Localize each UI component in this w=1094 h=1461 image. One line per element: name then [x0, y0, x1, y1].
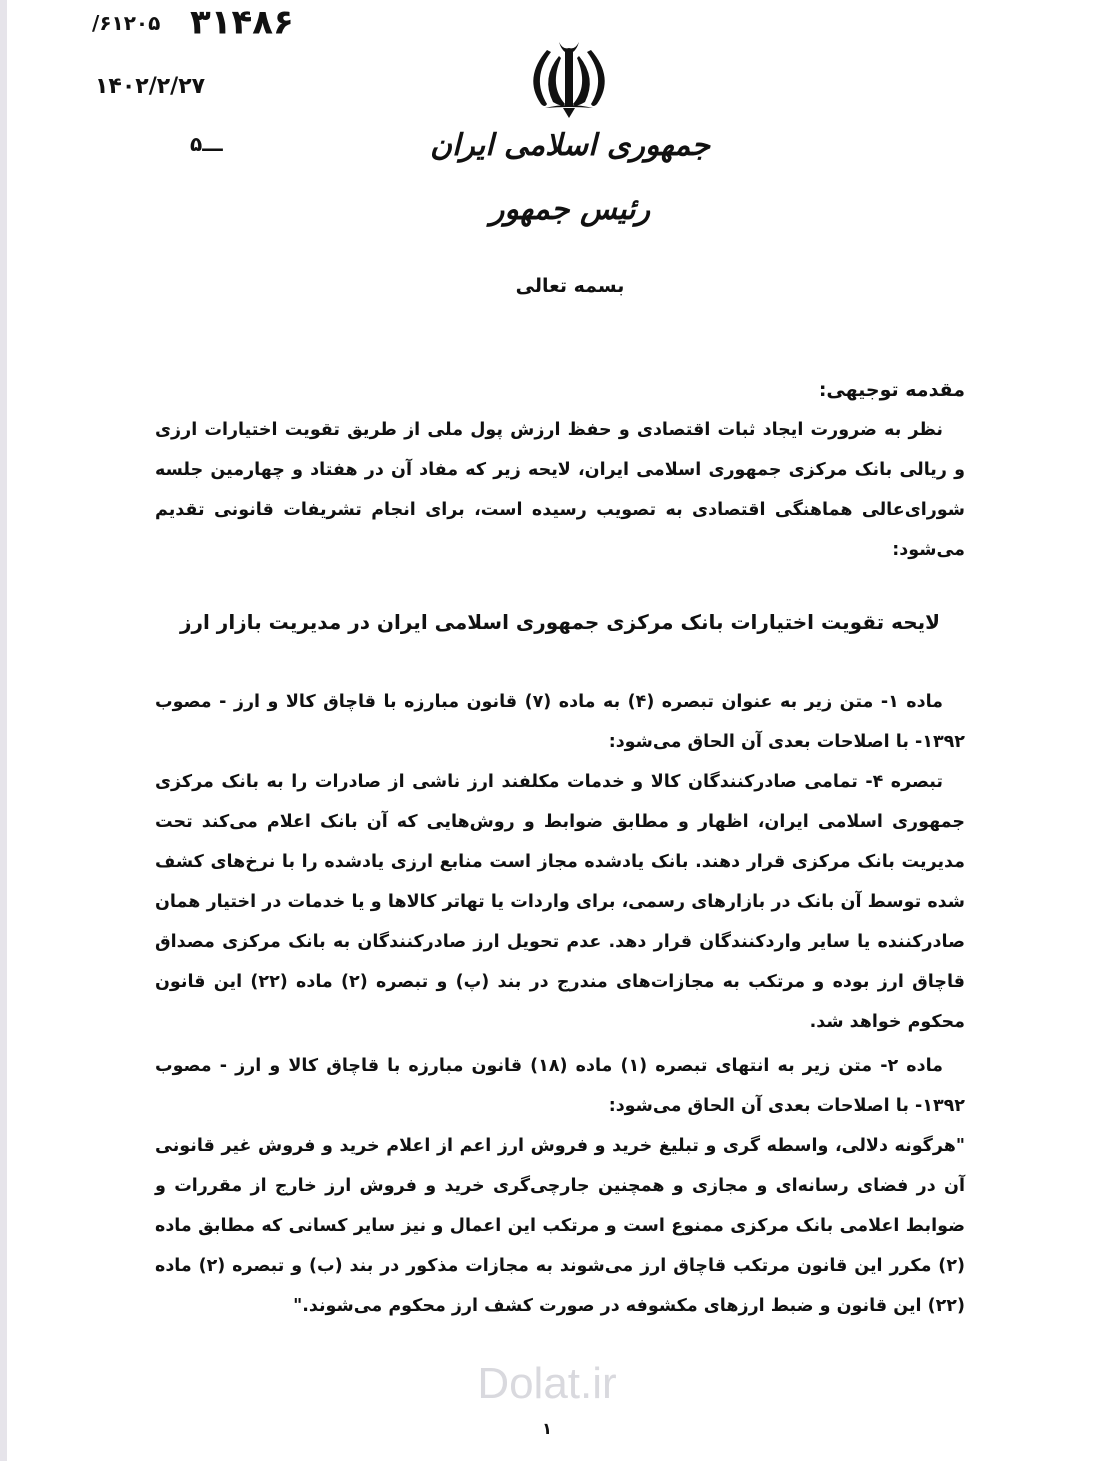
article-1-intro: ماده ۱- متن زیر به عنوان تبصره (۴) به ماده (۷) قانون مبارزه با قاچاق کالا و ارز - مصوب ۱۳۹۲- با اصلاحات بعدی آن الحاق می‌شود:: [155, 692, 965, 752]
page-number: ۱: [542, 1419, 552, 1438]
article-2-text: "هرگونه دلالی، واسطه گری و تبلیغ خرید و فروش ارز اعم از اعلام خرید و فروش غیر قانونی آن در فضای رسانه‌ای و مجازی و همچنین جارچی‌گری خرید و فروش ارز خارج از مقررات و ضوابط اعلامی بانک مرکزی ممنوع است و مرتکب این اعمال و نیز سایر کسانی که مطابق ماده (۲) مکرر این قانون مرتکب قاچاق ارز می‌شوند به مجازات مذکور در بند (ب) و تبصره (۲) ماده (۲۲) این قانون و ضبط ارزهای مکشوفه در صورت کشف ارز محکوم می‌شوند.": [155, 1136, 965, 1316]
page-footer: [0, 1356, 1094, 1452]
letterhead: [420, 124, 720, 300]
bill-title: لایحه تقویت اختیارات بانک مرکزی جمهوری اسلامی ایران در مدیریت بازار ارز: [179, 610, 941, 634]
article-1-text: تبصره ۴- تمامی صادرکنندگان کالا و خدمات مکلفند ارز ناشی از صادرات را به بانک مرکزی جمهوری اسلامی ایران، اظهار و مطابق ضوابط و روش‌هایی که آن بانک اعلام می‌کند تحت مدیریت بانک مرکزی قرار دهند. بانک یادشده مجاز است منابع ارزی یادشده را با نرخ‌های کشف شده توسط آن بانک در بازارهای رسمی، برای واردات یا تهاتر کالاها و یا خدمات در اختیار همان صادرکننده یا سایر واردکنندگان قرار دهد. عدم تحویل ارز صادرکنندگان به بانک مرکزی مصداق قاچاق ارز بوده و مرتکب به مجازات‌های مندرج در بند (پ) و تبصره (۲) ماده (۲۲) این قانون محکوم خواهد شد.: [155, 772, 965, 1032]
document-body: [155, 370, 965, 1326]
enclosure-mark: ـــ۵: [190, 132, 223, 156]
reference-number: ۳۱۴۸۶: [189, 2, 294, 43]
reference-line: [92, 0, 294, 45]
article-2: [155, 1046, 965, 1326]
article-2-intro: ماده ۲- متن زیر به انتهای تبصره (۱) ماده (۱۸) قانون مبارزه با قاچاق کالا و ارز - مصوب ۱۳۹۲- با اصلاحات بعدی آن الحاق می‌شود:: [155, 1056, 965, 1116]
office-title: رئیس جمهور: [489, 192, 651, 227]
article-1: [155, 682, 965, 1042]
reference-code: ۶۱۲۰۵/: [92, 10, 161, 35]
reference-date: ۱۴۰۲/۲/۲۷: [95, 74, 206, 99]
watermark: Dolat.ir: [477, 1359, 617, 1408]
letter-header: [0, 0, 1094, 340]
introduction-heading: مقدمه توجیهی:: [818, 379, 965, 401]
iran-emblem-icon: [523, 38, 615, 120]
invocation: بسمه تعالی: [515, 275, 625, 297]
country-title: جمهوری اسلامی ایران: [429, 128, 711, 163]
introduction-paragraph: نظر به ضرورت ایجاد ثبات اقتصادی و حفظ ارزش پول ملی از طریق تقویت اختیارات ارزی و ریالی بانک مرکزی جمهوری اسلامی ایران، لایحه زیر که مفاد آن در هفتاد و چهارمین جلسه شورای‌عالی هماهنگی اقتصادی به تصویب رسیده است، برای انجام تشریفات قانونی تقدیم می‌شود:: [155, 420, 965, 560]
